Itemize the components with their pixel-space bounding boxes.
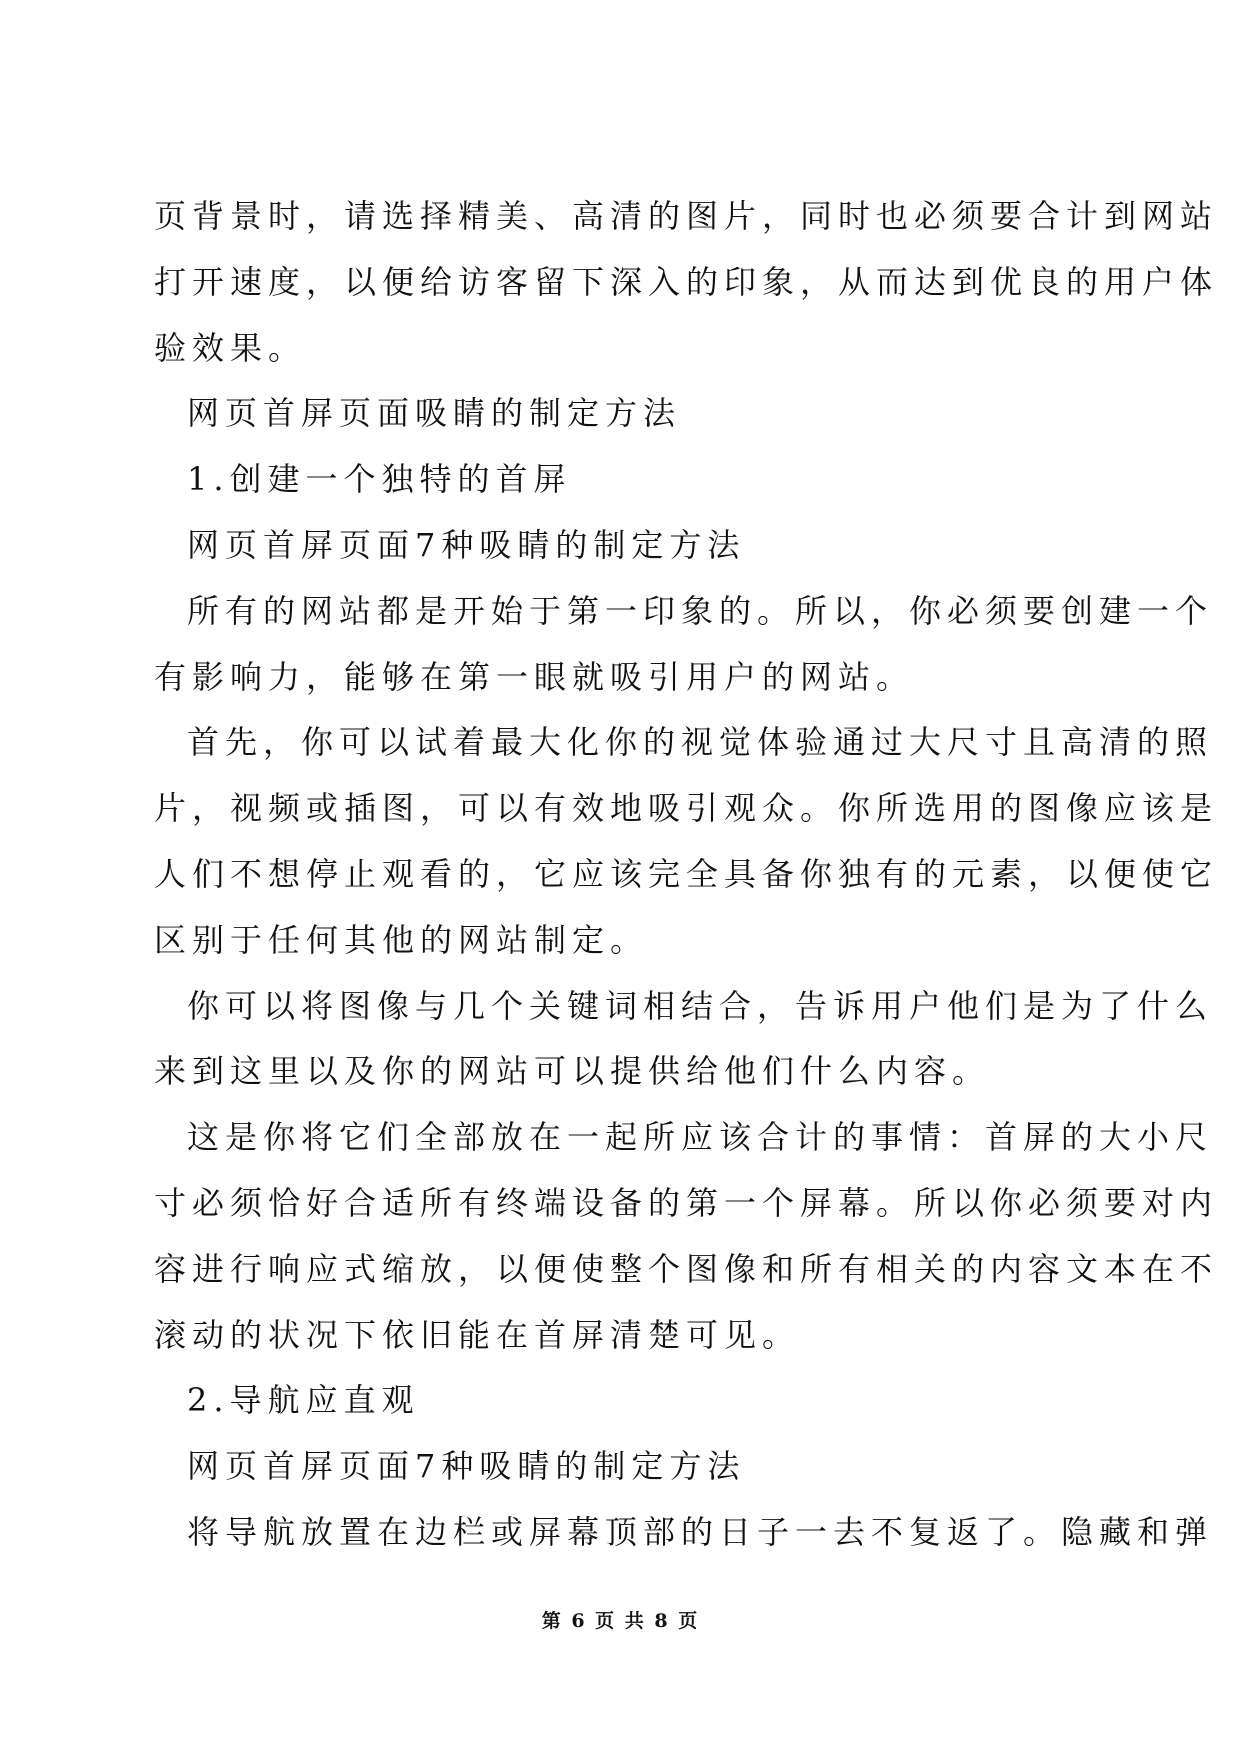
text-line: 容进行响应式缩放，以便使整个图像和所有相关的内容文本在不	[154, 1249, 1219, 1288]
text-line: 有影响力，能够在第一眼就吸引用户的网站。	[154, 657, 915, 696]
text-line: 2.导航应直观	[187, 1381, 420, 1420]
text-line: 片，视频或插图，可以有效地吸引观众。你所选用的图像应该是	[154, 789, 1219, 828]
text-line: 网页首屏页面吸睛的制定方法	[187, 394, 682, 433]
text-line: 你可以将图像与几个关键词相结合，告诉用户他们是为了什么	[187, 986, 1214, 1025]
text-line: 滚动的状况下依旧能在首屏清楚可见。	[154, 1315, 801, 1354]
text-line: 打开速度，以便给访客留下深入的印象，从而达到优良的用户体	[154, 262, 1219, 301]
page-footer: 第 6 页 共 8 页	[541, 1610, 700, 1632]
text-line: 所有的网站都是开始于第一印象的。所以，你必须要创建一个	[187, 591, 1214, 630]
text-line: 区别于任何其他的网站制定。	[154, 920, 649, 959]
text-line: 来到这里以及你的网站可以提供给他们什么内容。	[154, 1052, 991, 1091]
text-line: 寸必须恰好合适所有终端设备的第一个屏幕。所以你必须要对内	[154, 1183, 1219, 1222]
document-body	[154, 184, 1219, 1566]
text-line: 网页首屏页面7种吸睛的制定方法	[187, 525, 746, 564]
text-line: 这是你将它们全部放在一起所应该合计的事情：首屏的大小尺	[187, 1118, 1214, 1157]
text-line: 网页首屏页面7种吸睛的制定方法	[187, 1447, 746, 1486]
text-line: 人们不想停止观看的，它应该完全具备你独有的元素，以便使它	[154, 854, 1219, 893]
text-line: 将导航放置在边栏或屏幕顶部的日子一去不复返了。隐藏和弹	[187, 1512, 1214, 1551]
text-line: 页背景时，请选择精美、高清的图片，同时也必须要合计到网站	[154, 197, 1219, 235]
text-line: 首先，你可以试着最大化你的视觉体验通过大尺寸且高清的照	[187, 723, 1214, 762]
text-line: 1.创建一个独特的首屏	[187, 460, 572, 499]
text-line: 验效果。	[154, 328, 307, 367]
